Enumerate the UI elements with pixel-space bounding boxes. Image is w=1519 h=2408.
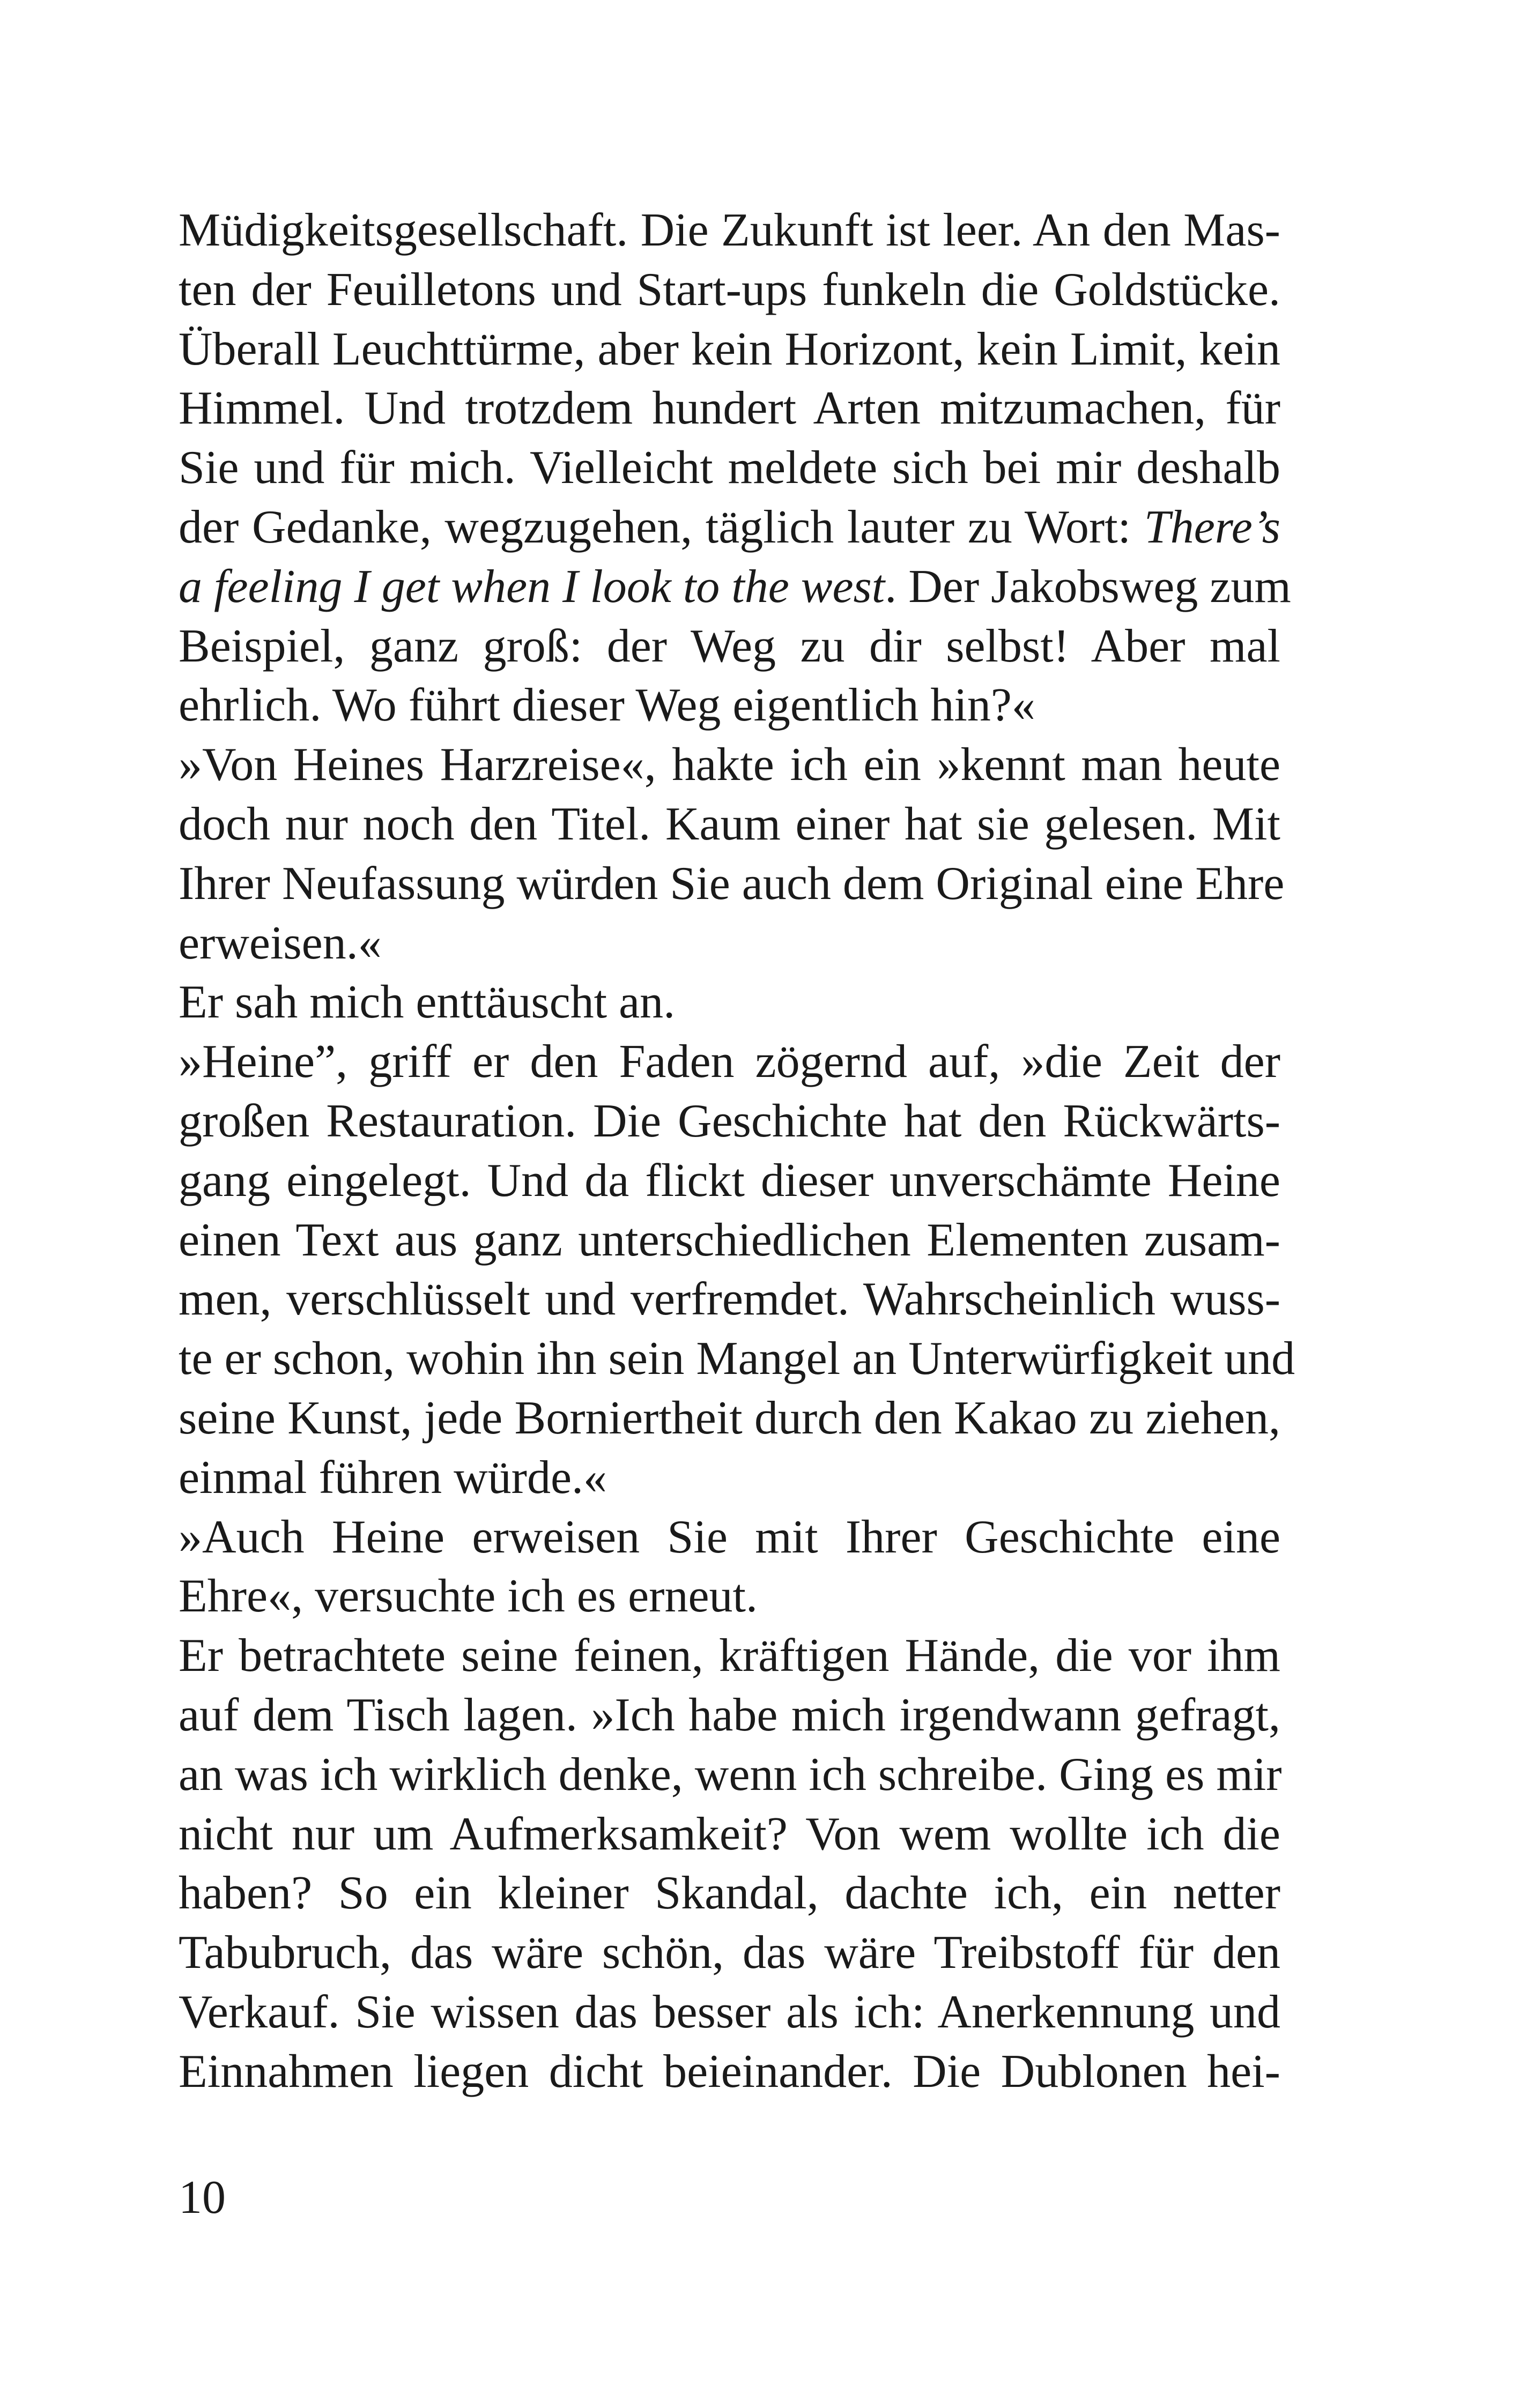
text-segment: einmal führen würde.«	[179, 1451, 607, 1504]
text-line	[179, 1626, 1280, 1686]
text-segment: gang eingelegt. Und da flickt dieser unverschämte Heine	[179, 1154, 1280, 1207]
text-line	[179, 735, 1280, 795]
text-segment: Sie und für mich. Vielleicht meldete sich bei mir deshalb	[179, 442, 1280, 494]
text-line	[179, 1864, 1280, 1923]
text-segment: erweisen.«	[179, 917, 382, 969]
text-segment: . Der Jakobsweg zum	[885, 560, 1291, 613]
text-line	[179, 676, 1280, 735]
text-line	[179, 854, 1285, 914]
text-line	[179, 379, 1280, 439]
text-segment: Überall Leuchttürme, aber kein Horizont, kein Limit, kein	[179, 323, 1280, 375]
text-segment: Verkauf. Sie wissen das besser als ich: Anerkennung und	[179, 1986, 1280, 2038]
text-segment: an was ich wirklich denke, wenn ich schreibe. Ging es mir	[179, 1748, 1282, 1801]
text-line	[179, 617, 1280, 677]
text-segment: einen Text aus ganz unterschiedlichen Elementen zusam-	[179, 1214, 1280, 1266]
italic-text-segment: a feeling I get when I look to the west	[179, 560, 885, 613]
text-segment: men, verschlüsselt und verfremdet. Wahrscheinlich wuss-	[179, 1273, 1280, 1326]
text-line	[179, 1508, 1280, 1567]
text-segment: »Von Heines Harzreise«, hakte ich ein »kennt man heute	[179, 739, 1280, 791]
text-line	[179, 973, 1280, 1032]
text-line	[179, 1745, 1280, 1805]
text-line	[179, 498, 1280, 558]
text-line	[179, 1270, 1280, 1329]
text-line	[179, 1448, 1280, 1508]
text-segment: Himmel. Und trotzdem hundert Arten mitzumachen, für	[179, 382, 1280, 435]
text-line	[179, 558, 1291, 617]
text-line	[179, 914, 1280, 973]
text-line	[179, 201, 1280, 261]
page-number: 10	[179, 2172, 226, 2224]
text-line	[179, 1389, 1280, 1448]
text-segment: Er betrachtete seine feinen, kräftigen Hände, die vor ihm	[179, 1630, 1280, 1682]
text-segment: der Gedanke, wegzugehen, täglich lauter zu Wort:	[179, 501, 1144, 553]
text-segment: »Auch Heine erweisen Sie mit Ihrer Geschichte eine	[179, 1511, 1280, 1563]
text-line	[179, 439, 1280, 498]
text-segment: doch nur noch den Titel. Kaum einer hat sie gelesen. Mit	[179, 798, 1280, 850]
text-line	[179, 1151, 1280, 1211]
text-segment: Müdigkeitsgesellschaft. Die Zukunft ist leer. An den Mas-	[179, 204, 1280, 256]
text-line	[179, 1092, 1280, 1151]
text-segment: Beispiel, ganz groß: der Weg zu dir selbst! Aber mal	[179, 620, 1280, 672]
text-segment: großen Restauration. Die Geschichte hat den Rückwärts-	[179, 1095, 1280, 1147]
text-segment: seine Kunst, jede Borniertheit durch den Kakao zu ziehen,	[179, 1392, 1280, 1444]
text-line	[179, 1923, 1280, 1983]
text-segment: Er sah mich enttäuscht an.	[179, 976, 676, 1029]
text-segment: te er schon, wohin ihn sein Mangel an Unterwürfigkeit und	[179, 1333, 1295, 1385]
text-segment: Tabubruch, das wäre schön, das wäre Treibstoff für den	[179, 1927, 1280, 1979]
text-segment: auf dem Tisch lagen. »Ich habe mich irgendwann gefragt,	[179, 1689, 1280, 1741]
text-line	[179, 1983, 1280, 2042]
text-line	[179, 320, 1280, 380]
text-segment: Einnahmen liegen dicht beieinander. Die Dublonen hei-	[179, 2045, 1280, 2098]
text-segment: Ehre«, versuchte ich es erneut.	[179, 1570, 758, 1623]
text-line	[179, 1567, 1280, 1626]
text-segment: ten der Feuilletons und Start-ups funkeln die Goldstücke.	[179, 263, 1280, 316]
text-line	[179, 261, 1280, 320]
text-line	[179, 1211, 1280, 1270]
text-line	[179, 1032, 1280, 1092]
italic-text-segment: There’s	[1144, 501, 1280, 553]
text-segment: Ihrer Neufassung würden Sie auch dem Original eine Ehre	[179, 857, 1285, 910]
text-line	[179, 1686, 1280, 1745]
text-line	[179, 1805, 1280, 1864]
text-segment: ehrlich. Wo führt dieser Weg eigentlich hin?«	[179, 679, 1035, 732]
text-segment: haben? So ein kleiner Skandal, dachte ich, ein netter	[179, 1867, 1280, 1920]
text-line	[179, 2042, 1280, 2102]
text-line	[179, 795, 1280, 854]
text-line	[179, 1329, 1295, 1389]
body-text	[179, 201, 1295, 2102]
text-segment: nicht nur um Aufmerksamkeit? Von wem wollte ich die	[179, 1808, 1280, 1860]
text-segment: »Heine”, griff er den Faden zögernd auf, »die Zeit der	[179, 1036, 1280, 1088]
